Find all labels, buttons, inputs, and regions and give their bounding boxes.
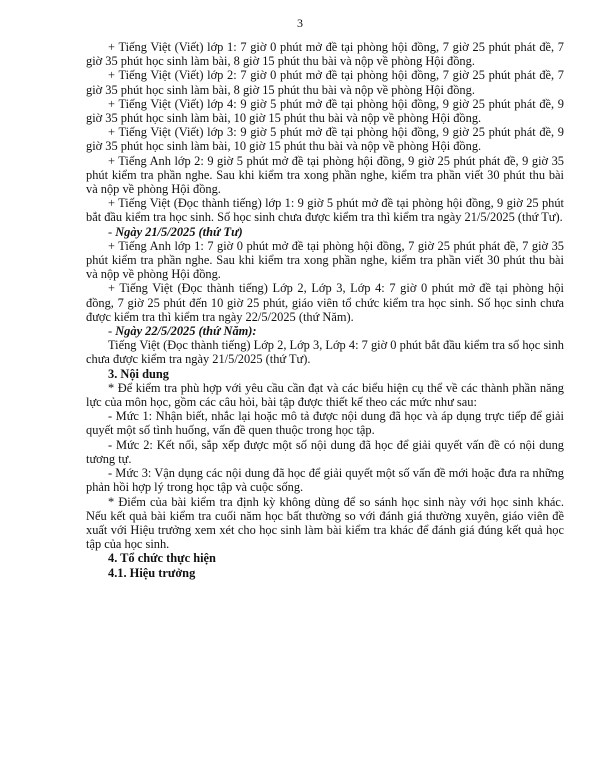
paragraph: - Mức 2: Kết nối, sắp xếp được một số nội dung đã học để giải quyết vấn đề có nội dung tương tự. [86, 437, 564, 466]
paragraph: + Tiếng Anh lớp 2: 9 giờ 5 phút mở đề tại phòng hội đồng, 9 giờ 25 phút phát đề, 9 giờ 35 phút kiểm tra phần nghe. Sau khi kiểm tra xong phần nghe, kiểm tra phần viết 30 phút thu bài và nộp về phòng Hội đồng. [86, 153, 564, 197]
paragraph: - Mức 3: Vận dụng các nội dung đã học để giải quyết một số vấn đề mới hoặc đưa ra những phản hồi hợp lý trong học tập và cuộc sống. [86, 466, 564, 495]
section-heading: 3. Nội dung [108, 366, 169, 381]
paragraph: + Tiếng Việt (Viết) lớp 4: 9 giờ 5 phút mở đề tại phòng hội đồng, 9 giờ 25 phút phát đề, 9 giờ 35 phút học sinh làm bài, 10 giờ 15 phút thu bài và nộp về phòng Hội đồng. [86, 96, 564, 126]
date-label: Ngày 21/5/2025 (thứ Tư) [115, 224, 243, 239]
paragraph: + Tiếng Anh lớp 1: 7 giờ 0 phút mở đề tại phòng hội đồng, 7 giờ 25 phút phát đề, 7 giờ 35 phút kiểm tra phần nghe. Sau khi kiểm tra xong phần nghe, kiểm tra phần viết 30 phút thu bài và nộp về phòng Hội đồng. [86, 238, 564, 282]
paragraph: + Tiếng Việt (Đọc thành tiếng) lớp 1: 9 giờ 5 phút mở đề tại phòng hội đồng, 9 giờ 25 phút bắt đầu kiểm tra học sinh. Số học sinh chưa được kiểm tra thì kiểm tra ngày 21/5/2025 (thứ Tư). [86, 196, 564, 225]
paragraph: - Mức 1: Nhận biết, nhắc lại hoặc mô tả được nội dung đã học và áp dụng trực tiếp để giải quyết một số tình huống, vấn đề quen thuộc trong học tập. [86, 409, 564, 438]
paragraph: + Tiếng Việt (Viết) lớp 3: 9 giờ 5 phút mở đề tại phòng hội đồng, 9 giờ 25 phút phát đề, 9 giờ 35 phút học sinh làm bài, 10 giờ 15 phút thu bài và nộp về phòng Hội đồng. [86, 125, 564, 154]
date-dash: - [108, 324, 116, 339]
page-number: 3 [297, 16, 303, 30]
paragraph: * Để kiểm tra phù hợp với yêu cầu cần đạt và các biểu hiện cụ thể về các thành phần năng lực của môn học, gồm các câu hỏi, bài tập được thiết kế theo các mức như sau: [86, 380, 564, 410]
date-heading [86, 225, 564, 239]
paragraph: * Điểm của bài kiểm tra định kỳ không dùng để so sánh học sinh này với học sinh khác. Nếu kết quả bài kiểm tra cuối năm học bất thường so với đánh giá thường xuyên, giáo viên đề xuất với Hiệu trưởng xem xét cho học sinh làm bài kiểm tra khác để đánh giá đúng kết quả học tập của học sinh. [86, 494, 564, 552]
document-body [86, 40, 564, 580]
date-heading [86, 324, 564, 338]
paragraph: + Tiếng Việt (Viết) lớp 2: 7 giờ 0 phút mở đề tại phòng hội đồng, 7 giờ 25 phút phát đề, 7 giờ 35 phút học sinh làm bài, 8 giờ 15 phút thu bài và nộp về phòng Hội đồng. [86, 68, 564, 97]
section-heading: 4.1. Hiệu trưởng [108, 565, 196, 580]
date-label: Ngày 22/5/2025 (thứ Năm): [115, 324, 257, 339]
paragraph: Tiếng Việt (Đọc thành tiếng) Lớp 2, Lớp 3, Lớp 4: 7 giờ 0 phút bắt đầu kiểm tra số học sinh chưa được kiểm tra ngày 21/5/2025 (thứ Tư). [86, 338, 564, 367]
section-heading: 4. Tổ chức thực hiện [108, 551, 216, 566]
paragraph: + Tiếng Việt (Đọc thành tiếng) Lớp 2, Lớp 3, Lớp 4: 7 giờ 0 phút mở đề tại phòng hội đồng, 7 giờ 25 phút đến 10 giờ 25 phút, giáo viên tổ chức kiểm tra học sinh. Số học sinh chưa được kiểm tra thì kiểm tra ngày 22/5/2025 (thứ Năm). [86, 281, 564, 324]
date-dash: - [108, 224, 116, 239]
paragraph: + Tiếng Việt (Viết) lớp 1: 7 giờ 0 phút mở đề tại phòng hội đồng, 7 giờ 25 phút phát đề, 7 giờ 35 phút học sinh làm bài, 8 giờ 15 phút thu bài và nộp về phòng Hội đồng. [86, 40, 564, 69]
